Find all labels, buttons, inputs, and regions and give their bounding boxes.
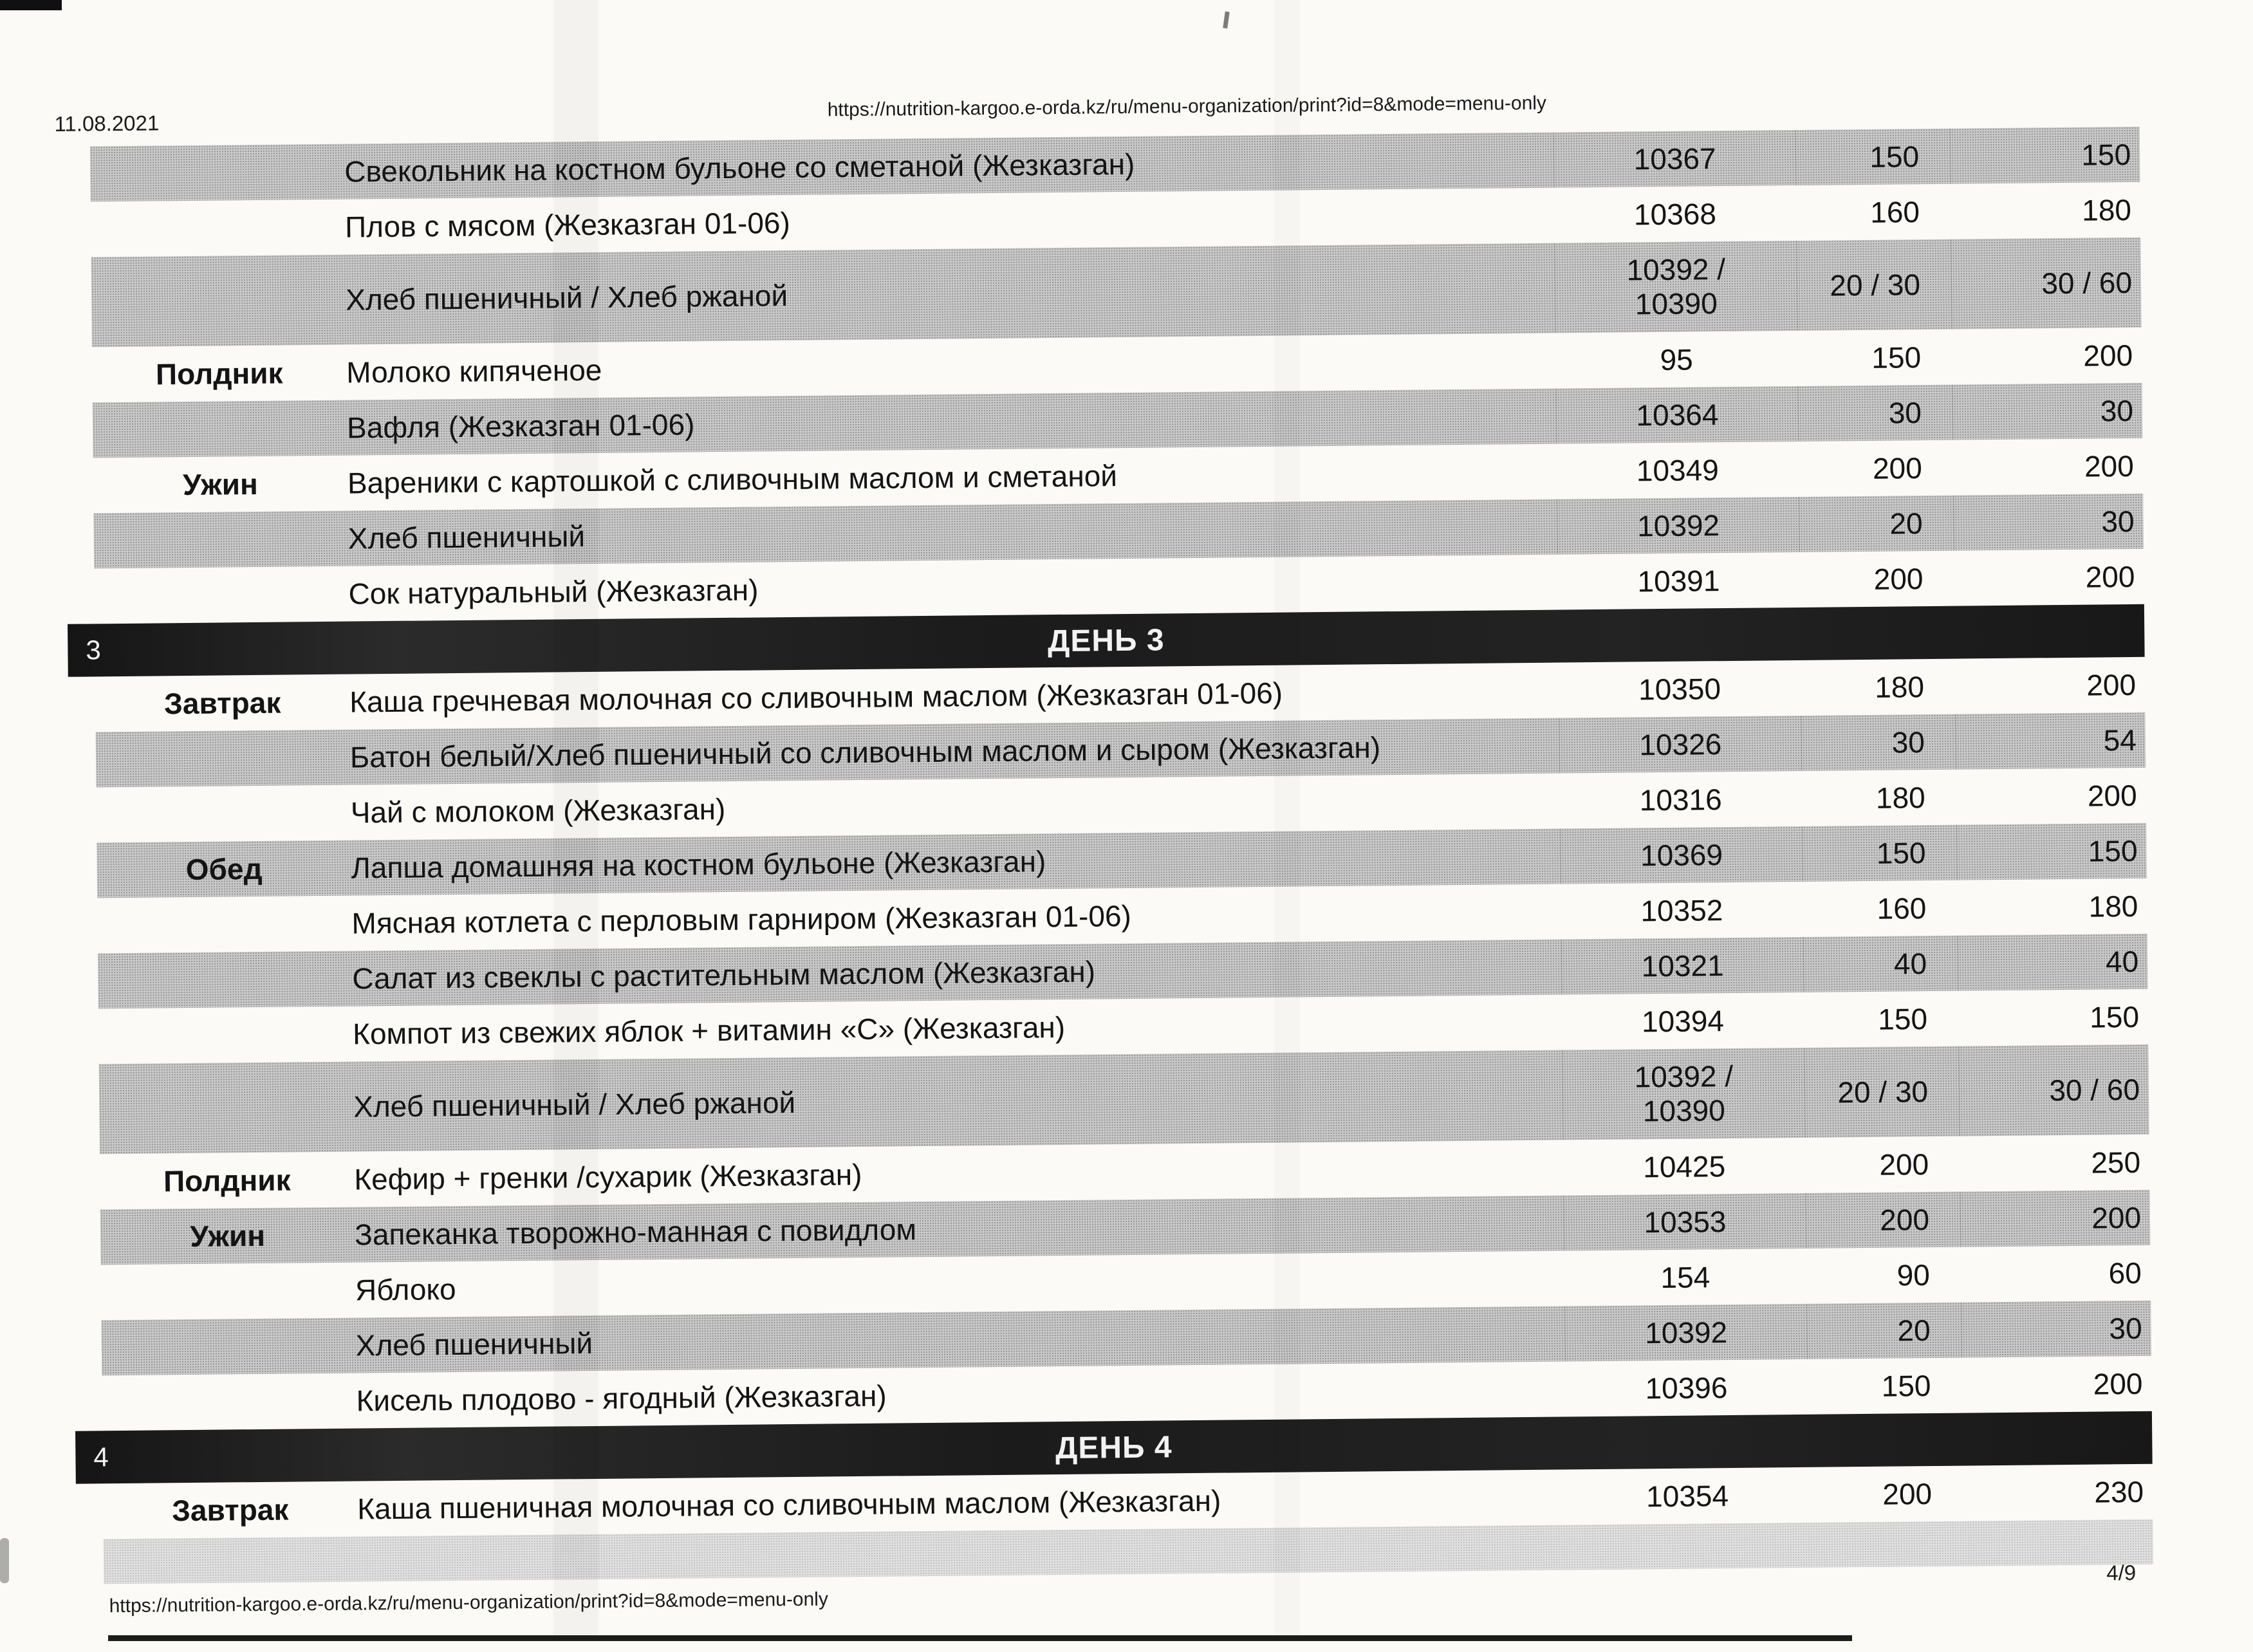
portion-weight-2: 150: [2090, 999, 2140, 1034]
dish-code: 10316: [1639, 782, 1722, 817]
meal-label: [98, 1007, 353, 1064]
portion-weight-2: 30: [1961, 1301, 2151, 1358]
portion-weight-1: 200: [1882, 1477, 1933, 1511]
dish-code: 10353: [1564, 1193, 1806, 1251]
dish-code: 10321: [1561, 937, 1804, 995]
dish-name: Лапша домашняя на костном бульоне (Жезказган): [351, 844, 1046, 885]
dish-name: Батон белый/Хлеб пшеничный со сливочным маслом и сыром (Жезказган): [349, 730, 1381, 774]
dish-code: 10352: [1640, 893, 1723, 927]
meal-label: [101, 1263, 356, 1321]
dish-code: 10349: [1636, 452, 1720, 487]
dish-name: Хлеб пшеничный: [355, 1326, 593, 1362]
dish-name: Яблоко: [355, 1272, 456, 1307]
dish-name: Каша пшеничная молочная со сливочным маслом (Жезказган): [357, 1483, 1221, 1526]
scan-artifact-top-left-corner: [0, 0, 62, 10]
menu-table: [86, 127, 2153, 1584]
portion-weight-1: 160: [1877, 891, 1927, 925]
portion-weight-1: 180: [1875, 781, 1925, 815]
portion-weight-1: 20: [1799, 496, 1954, 552]
dish-name: Салат из свеклы с растительным маслом (Жезказган): [352, 954, 1096, 996]
portion-weight-2: 30 / 60: [1958, 1044, 2149, 1137]
dish-code: 10392: [1564, 1304, 1807, 1362]
dish-name: Молоко кипяченое: [346, 353, 602, 389]
meal-label: Ужин: [190, 1218, 266, 1253]
meal-label: [96, 785, 351, 843]
meal-label: [94, 566, 349, 624]
portion-weight-1: 180: [1875, 670, 1925, 704]
portion-weight-2: 200: [2086, 667, 2137, 702]
meal-label: Завтрак: [163, 685, 281, 721]
dish-code: 10425: [1642, 1149, 1726, 1183]
dish-code: 10326: [1559, 716, 1802, 774]
portion-weight-2: 54: [1955, 712, 2146, 770]
dish-name: Хлеб пшеничный / Хлеб ржаной: [353, 1085, 796, 1124]
day-title: ДЕНЬ 3: [1047, 622, 1165, 658]
portion-weight-2: 230: [2094, 1474, 2144, 1509]
meal-label: Обед: [185, 851, 263, 887]
portion-weight-2: 250: [2091, 1145, 2141, 1180]
portion-weight-2: 150: [1950, 127, 2140, 184]
portion-weight-1: 150: [1795, 129, 1951, 185]
dish-name: Кисель плодово - ягодный (Жезказган): [356, 1378, 887, 1418]
portion-weight-1: 200: [1872, 451, 1923, 485]
portion-weight-2: 60: [2108, 1256, 2142, 1290]
portion-weight-1: 160: [1869, 195, 1920, 229]
portion-weight-1: 150: [1878, 1002, 1928, 1036]
dish-name: Хлеб пшеничный / Хлеб ржаной: [345, 279, 788, 317]
dish-name: Чай с молоком (Жезказган): [350, 792, 726, 830]
dish-name: Запеканка творожно-манная с повидлом: [354, 1212, 917, 1252]
dish-code: 10391: [1637, 563, 1720, 598]
print-date: 11.08.2021: [54, 111, 160, 136]
dish-name: Вафля (Жезказган 01-06): [346, 407, 695, 445]
dish-name: Кефир + гренки /сухарик (Жезказган): [354, 1157, 862, 1196]
portion-weight-2: 200: [2083, 338, 2133, 373]
dish-code: 10369: [1560, 826, 1803, 884]
meal-label: [91, 200, 346, 257]
meal-label: [99, 1062, 354, 1155]
dish-code: 10367: [1553, 130, 1796, 188]
dish-code: 95: [1660, 342, 1693, 376]
footer-url: https://nutrition-kargoo.e-orda.kz/ru/menu-organization/print?id=8&mode=menu-only: [109, 1588, 829, 1617]
meal-label: Полдник: [163, 1163, 291, 1198]
portion-weight-1: 20 / 30: [1796, 239, 1951, 331]
dish-name: Плов с мясом (Жезказган 01-06): [344, 205, 791, 244]
dish-code: 10354: [1646, 1478, 1729, 1513]
portion-weight-1: 90: [1896, 1258, 1931, 1292]
portion-weight-2: 30 / 60: [1951, 237, 2141, 329]
dish-code: 10396: [1645, 1370, 1728, 1405]
portion-weight-1: 200: [1806, 1192, 1961, 1248]
portion-weight-2: 180: [2088, 889, 2138, 923]
portion-weight-1: 150: [1881, 1369, 1931, 1403]
meal-label: Полдник: [155, 356, 283, 391]
dish-name: Мясная котлета с перловым гарниром (Жезказган 01-06): [351, 898, 1132, 940]
meal-label: Завтрак: [171, 1492, 289, 1528]
portion-weight-1: 200: [1873, 562, 1924, 596]
meal-label: [93, 511, 348, 569]
portion-weight-2: 200: [2084, 449, 2135, 483]
portion-weight-1: 20: [1806, 1303, 1961, 1359]
portion-weight-1: 30: [1798, 385, 1953, 441]
meal-label: [98, 951, 353, 1009]
dish-code: 10364: [1556, 386, 1799, 444]
portion-weight-1: 20 / 30: [1804, 1046, 1959, 1138]
portion-weight-2: 150: [1956, 823, 2147, 880]
portion-weight-1: 150: [1871, 340, 1922, 375]
dish-name: Каша гречневая молочная со сливочным маслом (Жезказган 01-06): [349, 676, 1283, 719]
meal-label: [93, 400, 348, 458]
portion-weight-2: 180: [2081, 192, 2132, 227]
portion-weight-1: 30: [1801, 714, 1956, 771]
dish-name: Сок натуральный (Жезказган): [348, 573, 759, 611]
page-number: 4/9: [2106, 1560, 2137, 1585]
meal-label: [91, 255, 346, 348]
dish-code: 10350: [1638, 671, 1721, 706]
meal-label: [101, 1318, 356, 1376]
day-number: 3: [86, 635, 101, 665]
meal-label: [90, 144, 345, 202]
dish-name: Вареники с картошкой с сливочным маслом и сметаной: [347, 459, 1118, 500]
portion-weight-1: 40: [1803, 936, 1958, 992]
meal-label: [96, 730, 351, 788]
dish-code: 10394: [1641, 1003, 1725, 1038]
meal-label: Ужин: [182, 467, 259, 502]
dish-code: 10392: [1557, 497, 1799, 555]
portion-weight-2: 30: [1952, 383, 2143, 440]
portion-weight-2: 200: [1960, 1190, 2151, 1247]
dish-name: Компот из свежих яблок + витамин «С» (Жезказган): [352, 1010, 1066, 1051]
meal-label: [97, 896, 352, 954]
dish-code: 10392 / 10390: [1562, 1048, 1804, 1140]
portion-weight-2: 200: [2087, 778, 2137, 813]
dish-code: 10392 / 10390: [1554, 241, 1797, 333]
day-title: ДЕНЬ 4: [1055, 1429, 1173, 1465]
portion-weight-1: 150: [1802, 825, 1957, 882]
portion-weight-2: 200: [2085, 559, 2135, 594]
day-number: 4: [93, 1442, 109, 1472]
portion-weight-1: 200: [1879, 1147, 1929, 1182]
dish-code: 10368: [1633, 196, 1717, 231]
portion-weight-2: 40: [1958, 934, 2148, 991]
portion-weight-2: 200: [2093, 1366, 2143, 1401]
dish-code: 154: [1660, 1259, 1711, 1294]
portion-weight-2: 30: [1953, 494, 2144, 551]
header-url: https://nutrition-kargoo.e-orda.kz/ru/menu-organization/print?id=8&mode=menu-only: [827, 92, 1547, 121]
dish-name: Свекольник на костном бульоне со сметаной (Жезказган): [344, 147, 1135, 189]
meal-label: [102, 1373, 357, 1431]
dish-name: Хлеб пшеничный: [348, 519, 586, 555]
